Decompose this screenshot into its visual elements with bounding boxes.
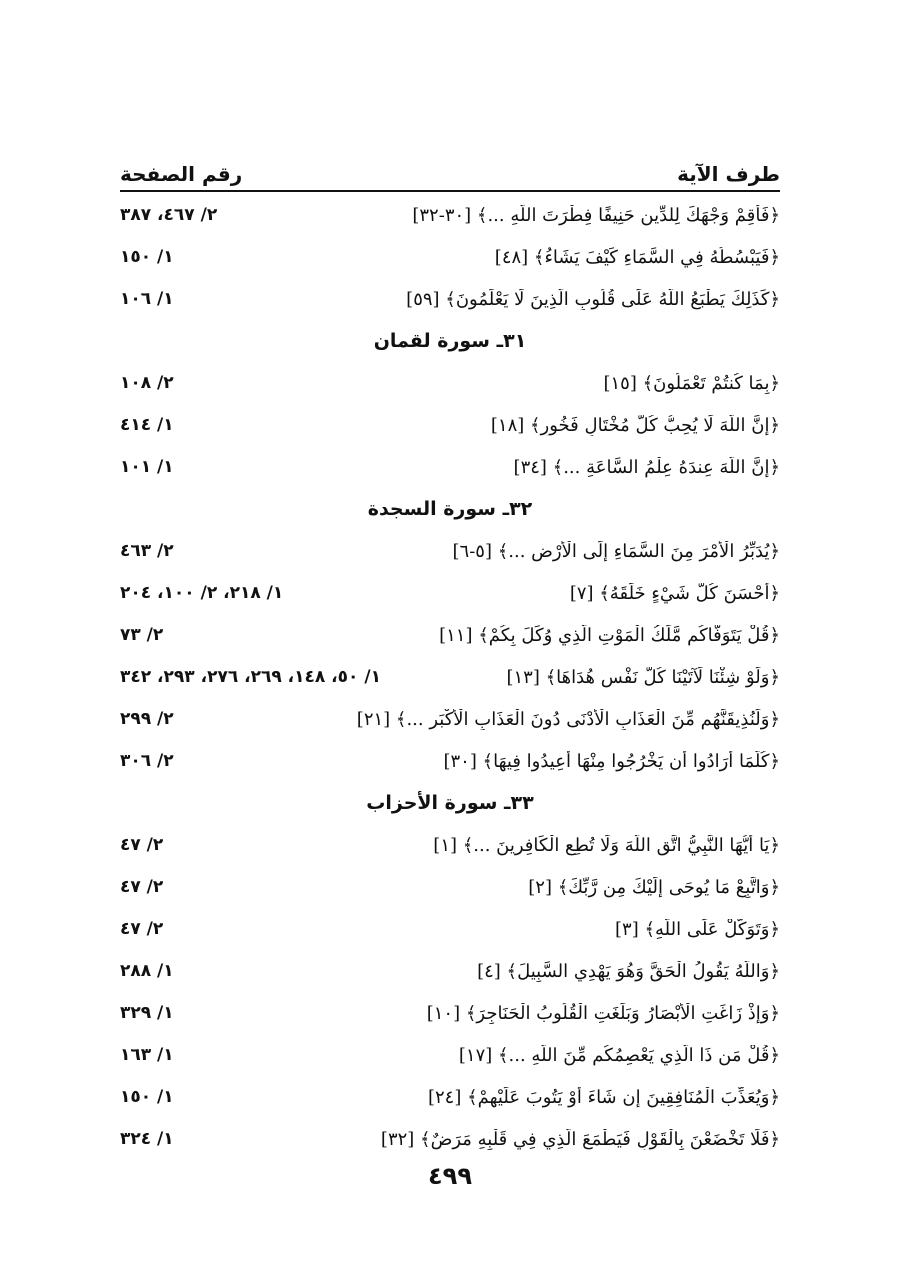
page-references: ١/ ١٠٦ [120, 289, 174, 309]
verse-excerpt: ﴿وَاتَّبِعْ مَا يُوحَى إِلَيْكَ مِن رَّبِّكَ﴾ [٢] [528, 876, 780, 898]
verse-excerpt: ﴿يُدَبِّرُ الْأَمْرَ مِنَ السَّمَاءِ إِلَى الْأَرْضِ ...﴾ [٥-٦] [452, 540, 780, 562]
verse-excerpt: ﴿وَلَوْ شِئْنَا لَآتَيْنَا كُلَّ نَفْسٍ هُدَاهَا﴾ [١٣] [506, 666, 780, 688]
page-references: ٢/ ٤٧ [120, 919, 164, 939]
page-references: ٢/ ١٠٨ [120, 373, 174, 393]
page-references: ١/ ٣٢٩ [120, 1003, 174, 1023]
verse-excerpt: ﴿فَيَبْسُطُهُ فِي السَّمَاءِ كَيْفَ يَشَاءُ﴾ [٤٨] [494, 246, 780, 268]
index-row [120, 656, 780, 698]
page-references: ١/ ٣٢٤ [120, 1129, 174, 1149]
verse-excerpt: ﴿إِنَّ اللَّهَ عِندَهُ عِلْمُ السَّاعَةِ ...﴾ [٣٤] [513, 456, 780, 478]
surah-heading: ٣٣ـ سورة الأحزاب [366, 792, 534, 814]
page-references: ١/ ٢٨٨ [120, 961, 174, 981]
verse-column-heading: طرف الآية [677, 162, 780, 186]
index-row [120, 698, 780, 740]
verse-excerpt: ﴿قُلْ يَتَوَفَّاكُم مَّلَكُ الْمَوْتِ الَّذِي وُكِّلَ بِكُمْ﴾ [١١] [439, 624, 780, 646]
index-row [120, 950, 780, 992]
page-references: ٢/ ٤٦٧، ٣٨٧ [120, 205, 218, 225]
verse-excerpt: ﴿إِنَّ اللَّهَ لَا يُحِبُّ كُلَّ مُخْتَالٍ فَخُورٍ﴾ [١٨] [490, 414, 780, 436]
verse-excerpt: ﴿قُلْ مَن ذَا الَّذِي يَعْصِمُكُم مِّنَ اللَّهِ ...﴾ [١٧] [458, 1044, 780, 1066]
page-references: ١/ ١٥٠ [120, 247, 174, 267]
verse-excerpt: ﴿فَلَا تَخْضَعْنَ بِالْقَوْلِ فَيَطْمَعَ الَّذِي فِي قَلْبِهِ مَرَضٌ﴾ [٣٢] [380, 1128, 780, 1150]
page-references: ١/ ٤١٤ [120, 415, 174, 435]
index-row [120, 740, 780, 782]
verse-excerpt: ﴿وَإِذْ زَاغَتِ الْأَبْصَارُ وَبَلَغَتِ الْقُلُوبُ الْحَنَاجِرَ﴾ [١٠] [426, 1002, 780, 1024]
page-references: ١/ ٢١٨، ٢/ ١٠٠، ٢٠٤ [120, 583, 284, 603]
page-references: ١/ ١٥٠ [120, 1087, 174, 1107]
index-row [120, 362, 780, 404]
page-references: ٢/ ٧٣ [120, 625, 164, 645]
index-row [120, 614, 780, 656]
index-row [120, 1034, 780, 1076]
verse-excerpt: ﴿كَذَلِكَ يَطْبَعُ اللَّهُ عَلَى قُلُوبِ الَّذِينَ لَا يَعْلَمُونَ﴾ [٥٩] [406, 288, 780, 310]
table-header [120, 150, 780, 192]
index-row [120, 278, 780, 320]
index-row [120, 908, 780, 950]
verse-excerpt: ﴿وَلَنُذِيقَنَّهُم مِّنَ الْعَذَابِ الْأَدْنَى دُونَ الْعَذَابِ الْأَكْبَرِ ...﴾ [٢١] [356, 708, 780, 730]
page-number: ٤٩٩ [428, 1162, 472, 1190]
verse-excerpt: ﴿أَحْسَنَ كُلَّ شَيْءٍ خَلَقَهُ﴾ [٧] [569, 582, 780, 604]
page-references: ٢/ ٤٧ [120, 877, 164, 897]
page-references: ١/ ١٦٣ [120, 1045, 174, 1065]
index-row [120, 572, 780, 614]
index-row [120, 194, 780, 236]
page-references: ١/ ٥٠، ١٤٨، ٢٦٩، ٢٧٦، ٢٩٣، ٣٤٢ [120, 667, 381, 687]
page-references: ١/ ١٠١ [120, 457, 174, 477]
surah-heading: ٣١ـ سورة لقمان [373, 330, 527, 352]
index-row [120, 446, 780, 488]
index-row [120, 236, 780, 278]
index-rows [120, 194, 780, 1160]
index-row [120, 866, 780, 908]
verse-excerpt: ﴿يَا أَيُّهَا النَّبِيُّ اتَّقِ اللَّهَ وَلَا تُطِعِ الْكَافِرِينَ ...﴾ [١] [433, 834, 780, 856]
verse-excerpt: ﴿كُلَّمَا أَرَادُوا أَن يَخْرُجُوا مِنْهَا أُعِيدُوا فِيهَا﴾ [٣٠] [443, 750, 780, 772]
index-row [120, 992, 780, 1034]
index-row [120, 404, 780, 446]
index-row [120, 1076, 780, 1118]
verse-excerpt: ﴿وَيُعَذِّبَ الْمُنَافِقِينَ إِن شَاءَ أَوْ يَتُوبَ عَلَيْهِمْ﴾ [٢٤] [427, 1086, 780, 1108]
verse-excerpt: ﴿وَاللَّهُ يَقُولُ الْحَقَّ وَهُوَ يَهْدِي السَّبِيلَ﴾ [٤] [477, 960, 780, 982]
page-references: ٢/ ٤٧ [120, 835, 164, 855]
page-references: ٢/ ٤٦٣ [120, 541, 174, 561]
index-row [120, 824, 780, 866]
verse-excerpt: ﴿بِمَا كُنتُمْ تَعْمَلُونَ﴾ [١٥] [603, 372, 780, 394]
page-references: ٢/ ٣٠٦ [120, 751, 174, 771]
index-page [120, 150, 780, 1160]
verse-excerpt: ﴿وَتَوَكَّلْ عَلَى اللَّهِ﴾ [٣] [615, 918, 780, 940]
page-column-heading: رقم الصفحة [120, 162, 243, 186]
verse-excerpt: ﴿فَأَقِمْ وَجْهَكَ لِلدِّينِ حَنِيفًا فِطْرَتَ اللَّهِ ...﴾ [٣٠-٣٢] [412, 204, 780, 226]
index-row [120, 1118, 780, 1160]
page-references: ٢/ ٢٩٩ [120, 709, 174, 729]
surah-heading: ٣٢ـ سورة السجدة [367, 498, 533, 520]
index-row [120, 530, 780, 572]
